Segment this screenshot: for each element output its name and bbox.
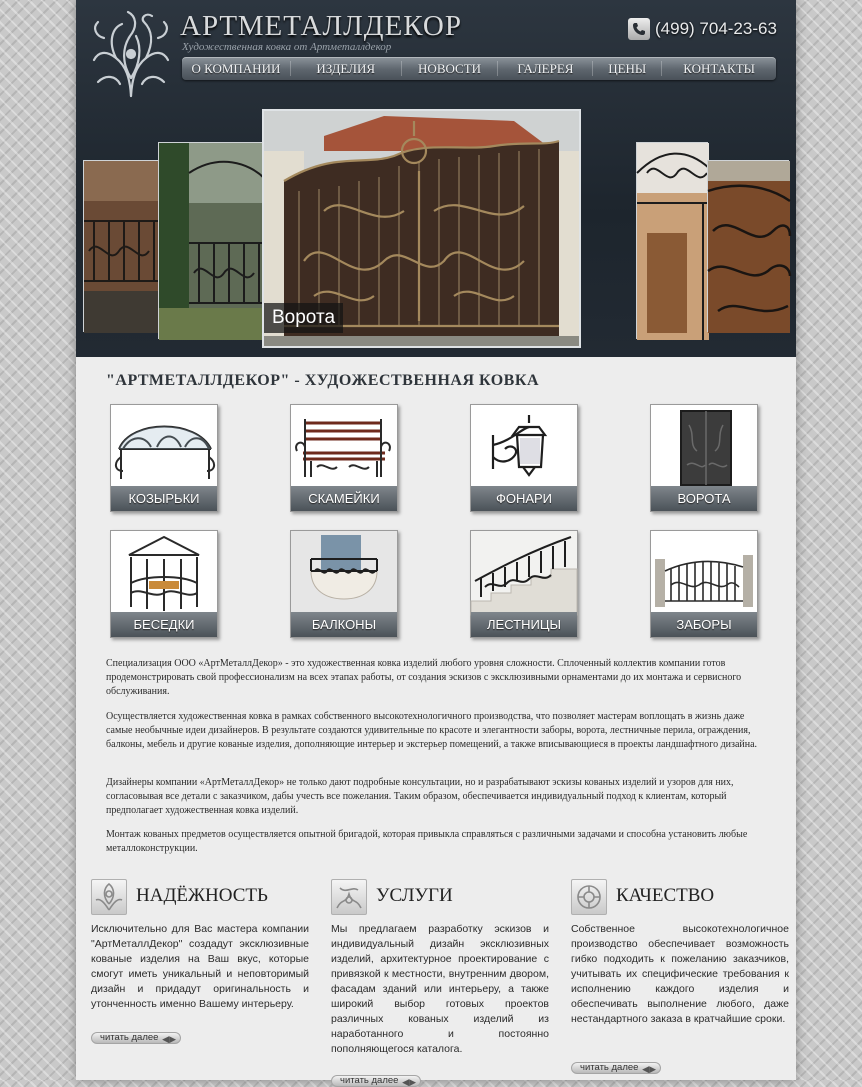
intro-paragraph: Монтаж кованых предметов осуществляется опытной бригадой, которая привыкла справляться с различными задачами и способна установить любые металлоконструкции. [106, 829, 748, 854]
category-tile-stairs[interactable] [470, 530, 578, 638]
nav-item-products[interactable]: ИЗДЕЛИЯ [316, 61, 376, 76]
carousel-slide[interactable] [636, 142, 708, 339]
column-text-reliability: Исключительно для Вас мастера компании "АртМеталлДекор" создадут эксклюзивные кованые изделия на Ваш вкус, которые смогут иметь уникальный и неповторимый дизайн и придадут оригинальность и утонченность именно Вашему интерьеру. [91, 923, 309, 1010]
category-tile-benches[interactable] [290, 404, 398, 512]
phone-icon [628, 18, 650, 40]
category-tile-gazebos[interactable] [110, 530, 218, 638]
read-more-button[interactable] [331, 1075, 421, 1087]
column-text-services: Мы предлагаем разработку эскизов и индивидуальный дизайн эксклюзивных изделий, архитектурное проектирование с привязкой к местности, внутренним двором, фасадам зданий или интерьеру, а также широкий выбор готовых проектов различных кованых изделий из наработанного и постоянно пополняющегося каталога. [331, 923, 549, 1055]
read-more-label: читать далее [100, 1032, 159, 1043]
tile-label: БАЛКОНЫ [291, 612, 397, 637]
intro-paragraph: Осуществляется художественная ковка в рамках собственного высокотехнологичного производства, что позволяет мастерам воплощать в жизнь даже самые необычные идеи дизайнеров. В результате создаются удивительные по красоте и элегантности заборы, ворота, лестничные перила, ограждения, балконы, мебель и другие кованые изделия, дополняющие интерьер и экстерьер помещений, а также вписывающиеся в проекты ландшафтного дизайна. [106, 711, 758, 750]
column-title-services: УСЛУГИ [376, 885, 453, 906]
phone-number[interactable]: (499) 704-23-63 [655, 19, 777, 38]
brand-name[interactable]: АРТМЕТАЛЛДЕКОР [180, 10, 462, 42]
read-more-label: читать далее [580, 1062, 639, 1073]
page-title: "АРТМЕТАЛЛДЕКОР" - ХУДОЖЕСТВЕННАЯ КОВКА [106, 372, 539, 389]
phone-block [628, 16, 777, 42]
intro-paragraph: Специализация ООО «АртМеталлДекор» - это художественная ковка изделий любого уровня сложности. Сплоченный коллектив компании готов продемонстрировать свой профессионализм на всех этапах работы, от создания эскизов с эксклюзивными орнаментами до их монтажа и сервисного обслуживания. [106, 658, 742, 697]
read-more-label: читать далее [340, 1075, 399, 1086]
tile-label: ВОРОТА [651, 486, 757, 511]
read-more-button[interactable] [571, 1062, 661, 1074]
nav-item-about[interactable]: О КОМПАНИИ [191, 61, 281, 76]
arrow-right-icon: ◀▶ [162, 1034, 176, 1044]
category-tile-balconies[interactable] [290, 530, 398, 638]
tile-label: БЕСЕДКИ [111, 612, 217, 637]
ornament-icon [331, 879, 367, 915]
carousel-slide[interactable] [707, 160, 789, 332]
carousel-slide-active[interactable] [262, 109, 581, 348]
tile-label: ЗАБОРЫ [651, 612, 757, 637]
tile-label: СКАМЕЙКИ [291, 486, 397, 511]
brand-tagline: Художественная ковка от Артметаллдекор [182, 41, 392, 53]
tile-label: ЛЕСТНИЦЫ [471, 612, 577, 637]
intro-paragraph: Дизайнеры компании «АртМеталлДекор» не только дают подробные консультации, но и разрабатывают эскизы кованых изделий и узоров для них, согласовывая все детали с заказчиком, дабы учесть все пожелания. Таким образом, обеспечивается индивидуальный подход к клиентам, который предполагает художественная ковка изделий. [106, 777, 734, 816]
column-text-quality: Собственное высокотехнологичное производство обеспечивает возможность гибко подходить к пожеланию заказчиков, учитывать их специфические требования к исполнению каждого изделия и обеспечивать выполнение любого, даже нестандартного заказа в кратчайшие сроки. [571, 923, 789, 1025]
read-more-button[interactable] [91, 1032, 181, 1044]
category-tile-fences[interactable] [650, 530, 758, 638]
carousel-caption: Ворота [264, 303, 343, 333]
tile-label: КОЗЫРЬКИ [111, 486, 217, 511]
arrow-right-icon: ◀▶ [402, 1077, 416, 1087]
arrow-right-icon: ◀▶ [642, 1064, 656, 1074]
nav-item-prices[interactable]: ЦЕНЫ [608, 61, 647, 76]
logo-ornament-icon[interactable] [86, 8, 176, 100]
category-tile-gates[interactable] [650, 404, 758, 512]
nav-item-contacts[interactable]: КОНТАКТЫ [683, 61, 755, 76]
category-tile-canopies[interactable] [110, 404, 218, 512]
ornament-icon [571, 879, 607, 915]
carousel-slide[interactable] [158, 142, 263, 339]
column-title-reliability: НАДЁЖНОСТЬ [136, 885, 268, 906]
page [76, 0, 796, 1087]
ornament-icon [91, 879, 127, 915]
nav-item-gallery[interactable]: ГАЛЕРЕЯ [517, 61, 574, 76]
tile-label: ФОНАРИ [471, 486, 577, 511]
main-nav [182, 57, 776, 80]
category-tile-lanterns[interactable] [470, 404, 578, 512]
header [76, 0, 796, 357]
nav-item-news[interactable]: НОВОСТИ [418, 61, 482, 76]
column-title-quality: КАЧЕСТВО [616, 885, 715, 906]
carousel-slide[interactable] [83, 160, 161, 332]
